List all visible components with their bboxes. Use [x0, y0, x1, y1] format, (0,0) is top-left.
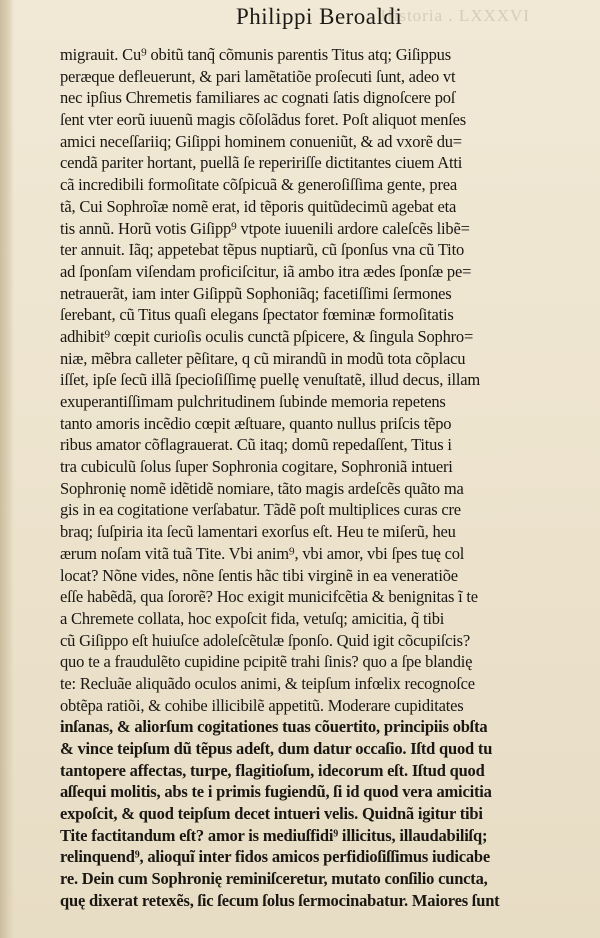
text-line: gis in ea cogitatione verſabatur. Tãdẽ poſt multiplices curas cre	[60, 500, 461, 520]
text-line: obtẽpa ratiõi, & cohibe illicibilẽ appetitũ. Moderare cupiditates	[60, 695, 464, 715]
body-text	[60, 44, 562, 912]
text-line: adhibit⁹ cœpit curioſis oculis cunctã pſpicere, & ſingula Sophro=	[60, 326, 474, 346]
text-line: niæ, mẽbra calleter pẽſitare, q cũ mirandũ in modũ tota cõplacu	[60, 348, 466, 368]
text-line: tis annũ. Horũ votis Giſipp⁹ vtpote iuuenili ardore caleſcẽs libẽ=	[60, 218, 470, 238]
bleed-through-heading: Historia . LXXXVI	[380, 6, 530, 25]
text-line: a Chremete collata, hoc expoſcit fida, vetuſq; amicitia, q̃ tibi	[60, 608, 445, 628]
text-line: tã, Cui Sophroĩæ nomẽ erat, id tẽporis quitũdecimũ agebat eta	[60, 196, 457, 216]
text-line: quo te a fraudulẽto cupidine pcipitẽ trahi ſinis? quo a ſpe blandię	[60, 652, 473, 672]
text-line: iſſet, ipſe ſecũ illã ſpecioſiſſimę puellę venuſtatẽ, illud decus, illam	[60, 370, 480, 390]
text-line: ad ſponſam viſendam proficiſcitur, iã ambo itra ædes ſponſæ pe=	[60, 261, 472, 281]
text-line: peræque defleuerunt, & pari lamẽtatiõe proſecuti ſunt, adeo vt	[60, 66, 456, 86]
text-line: amici neceſſariiq; Giſippi hominem conueniũt, & ad vxorẽ du=	[60, 131, 462, 151]
text-line: cũ Giſippo eſt huiuſce adoleſcẽtulæ ſponſo. Quid igit cõcupiſcis?	[60, 630, 470, 650]
running-head: Philippi Beroaldi	[236, 4, 403, 29]
text-line: ærum noſam vitã tuã Tite. Vbi anim⁹, vbi amor, vbi ſpes tuę col	[60, 543, 465, 563]
text-line: expoſcit, & quod teipſum decet intueri velis. Quidnã igitur tibi	[60, 804, 483, 824]
text-line: ſent vter eorũ iuuenũ magis cõſolãdus foret. Poſt aliquot menſes	[60, 110, 467, 130]
text-line: ribus amator cõflagrauerat. Cũ itaq; domũ repedaſſent, Titus i	[60, 435, 452, 455]
text-line: tanto amoris incẽdio cœpit æſtuare, quanto nullus priſcis tẽpo	[60, 413, 452, 433]
text-line: re. Dein cum Sophronię reminiſceretur, mutato conſilio cuncta,	[60, 869, 488, 889]
text-line: tantopere affectas, turpe, flagitioſum, idecorum eſt. Iſtud quod	[60, 760, 485, 780]
text-line: tra cubiculũ ſolus ſuper Sophronia cogitare, Sophroniã intueri	[60, 457, 453, 477]
text-line: ſerebant, cũ Titus quaſi elegans ſpectator fœminæ formoſitatis	[60, 305, 454, 325]
text-line: inſanas, & aliorſum cogitationes tuas cõuertito, principiis obſta	[60, 717, 488, 737]
text-line: quę dixerat retexẽs, ſic ſecum ſolus ſermocinabatur. Maiores ſunt	[60, 890, 500, 910]
text-line: relinquend⁹, alioquĩ inter fidos amicos perfidioſiſſimus iudicabe	[60, 847, 491, 867]
text-line: nec ipſius Chremetis familiares ac cognati ſatis dignoſcere poſ	[60, 88, 456, 108]
text-line: migrauit. Cu⁹ obitũ tanq̃ cõmunis parentis Titus atq; Giſippus	[60, 45, 451, 64]
text-line: netrauerãt, iam inter Giſippũ Sophoniãq; facetiſſimi ſermones	[60, 283, 452, 303]
text-line: locat? Nõne vides, nõne ſentis hãc tibi virginẽ in ea veneratiõe	[60, 565, 458, 585]
text-line: te: Recluãe aliquãdo oculos animi, & teipſum infœlix recognoſce	[60, 673, 475, 693]
text-line: aſſequi molitis, abs te i primis fugiendũ, ſi id quod vera amicitia	[60, 782, 492, 802]
text-line: exuperantiſſimam pulchritudinem ſubinde memoria repetens	[60, 392, 446, 411]
text-line: ter annuit. Iãq; appetebat tẽpus nuptiarũ, cũ ſponſus vna cũ Tito	[60, 240, 465, 260]
text-line: braq; ſuſpiria ita ſecũ lamentari exorſus eſt. Heu te miſerũ, heu	[60, 522, 456, 542]
text-line: cendã pariter hortant, puellã ſe repeririſſe dictitantes ciuem Atti	[60, 153, 463, 173]
text-line: eſſe habẽdã, qua ſororẽ? Hoc exigit municifcẽtia & benignitas ĩ te	[60, 587, 478, 607]
text-line: Tite factitandum eſt? amor is mediuſfidi⁹ illicitus, illaudabiliſq;	[60, 825, 488, 845]
text-line: Sophronię nomẽ idẽtidẽ nomiare, tãto magis ardeſcẽs quãto ma	[60, 478, 464, 498]
text-line: & vince teipſum dũ tẽpus adeſt, dum datur occaſio. Iſtd quod tu	[60, 739, 493, 758]
page-gutter-shadow	[0, 0, 14, 938]
text-line: cã incredibili formoſitate cõſpicuã & generoſiſſima gente, prea	[60, 175, 457, 195]
